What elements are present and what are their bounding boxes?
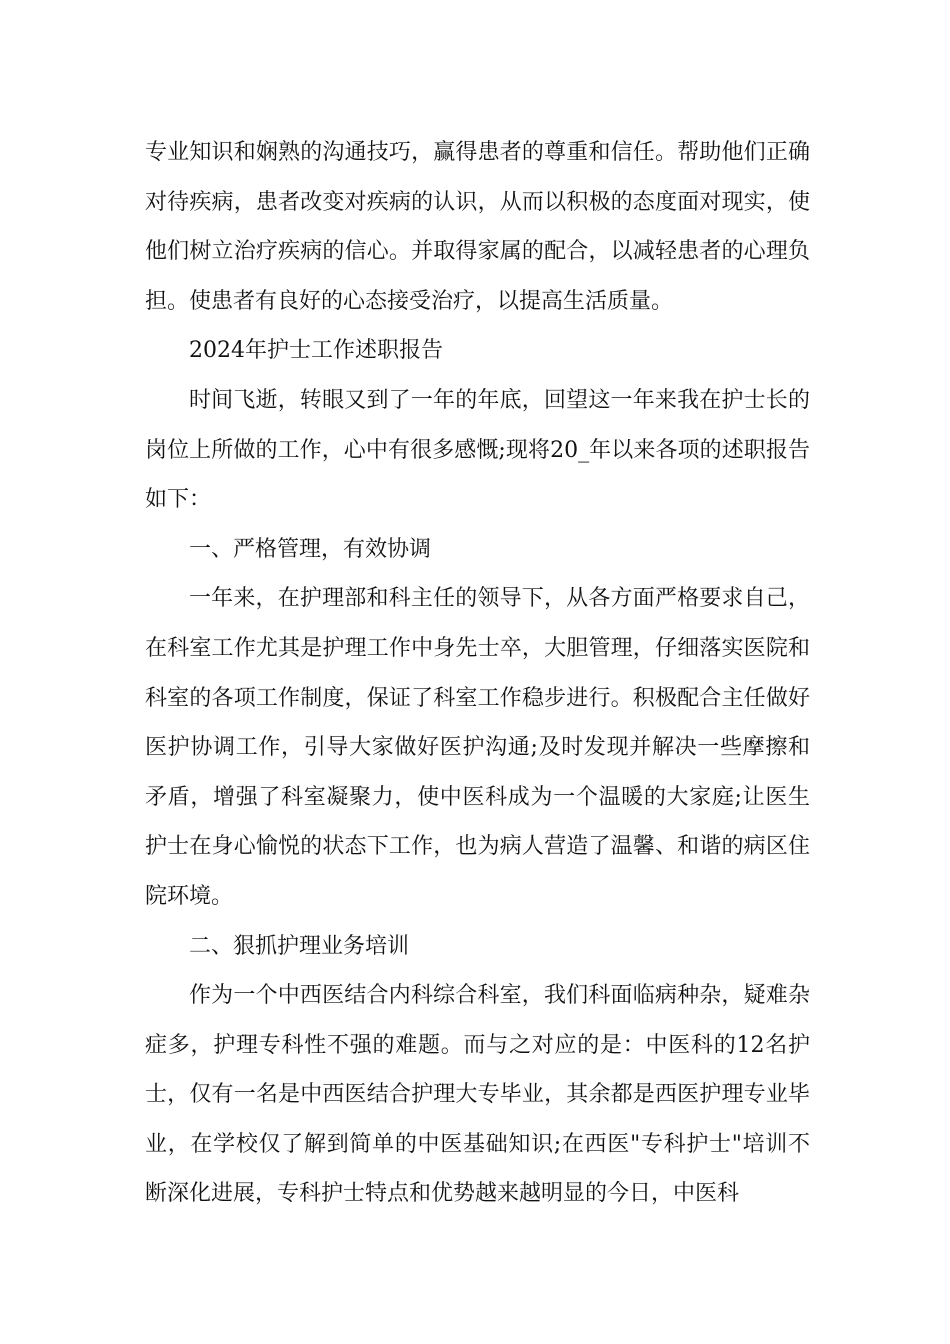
document-body [145, 128, 810, 1219]
paragraph-continuation: 专业知识和娴熟的沟通技巧，赢得患者的尊重和信任。帮助他们正确对待疾病，患者改变对疾病的认识，从而以积极的态度面对现实，使他们树立治疗疾病的信心。并取得家属的配合，以减轻患者的心理负担。使患者有良好的心态接受治疗，以提高生活质量。 [145, 140, 810, 314]
section-heading-2: 二、狠抓护理业务培训 [189, 933, 410, 959]
paragraph-section-1: 一年来，在护理部和科主任的领导下，从各方面严格要求自己，在科室工作尤其是护理工作中身先士卒，大胆管理，仔细落实医院和科室的各项工作制度，保证了科室工作稳步进行。积极配合主任做好医护协调工作，引导大家做好医护沟通;及时发现并解决一些摩擦和矛盾，增强了科室凝聚力，使中医科成为一个温暖的大家庭;让医生护士在身心愉悦的状态下工作，也为病人营造了温馨、和谐的病区住院环境。 [145, 586, 810, 909]
paragraph-section-2: 作为一个中西医结合内科综合科室，我们科面临病种杂，疑难杂症多，护理专科性不强的难题。而与之对应的是：中医科的12名护士，仅有一名是中西医结合护理大专毕业，其余都是西医护理专业毕业，在学校仅了解到简单的中医基础知识;在西医"专科护士"培训不断深化进展，专科护士特点和优势越来越明显的今日，中医科 [145, 983, 810, 1207]
paragraph-intro: 时间飞逝，转眼又到了一年的年底，回望这一年来我在护士长的岗位上所做的工作，心中有很多感慨;现将20_年以来各项的述职报告如下： [145, 387, 810, 513]
section-heading-1: 一、严格管理，有效协调 [189, 536, 432, 562]
report-title: 2024年护士工作述职报告 [189, 338, 443, 364]
